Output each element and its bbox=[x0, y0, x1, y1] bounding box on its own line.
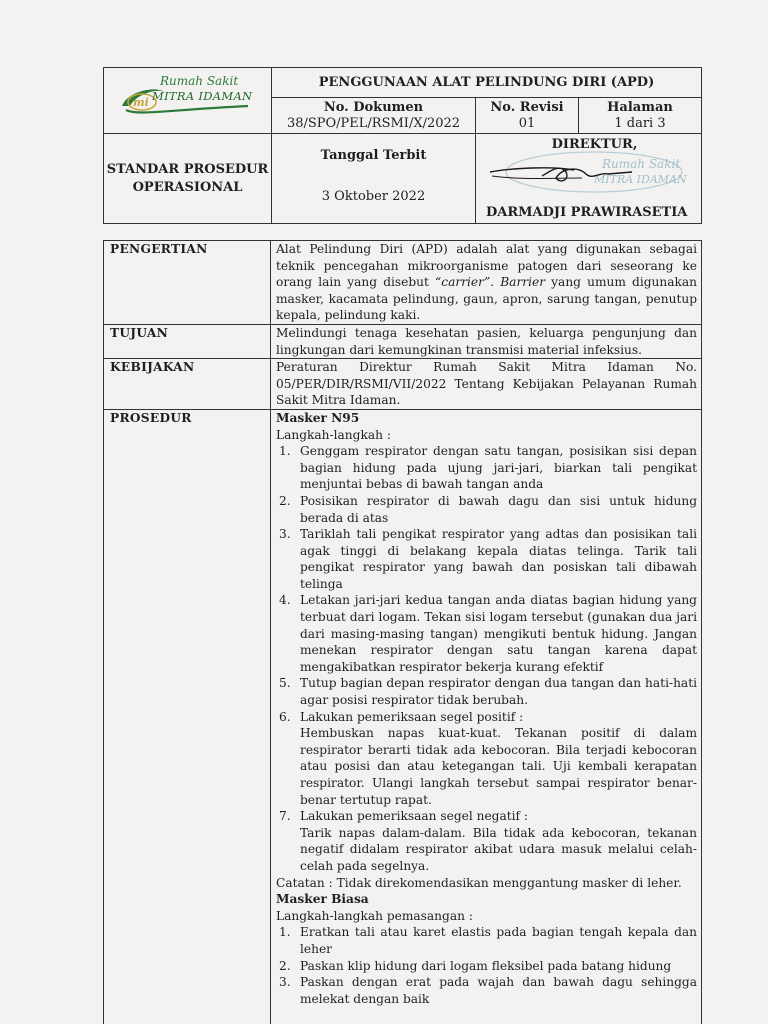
svg-text:Rumah Sakit: Rumah Sakit bbox=[602, 157, 681, 171]
director-title: DIREKTUR, bbox=[551, 137, 638, 152]
sop-label-line1: STANDAR PROSEDUR bbox=[106, 161, 269, 177]
revision-cell bbox=[476, 98, 579, 134]
masker-biasa-intro: Langkah-langkah pemasangan : bbox=[276, 908, 473, 923]
svg-text:MITRA IDAMAN: MITRA IDAMAN bbox=[594, 173, 687, 186]
page-value: 1 dari 3 bbox=[614, 116, 666, 131]
revision-label: No. Revisi bbox=[490, 100, 564, 115]
page-cell bbox=[579, 98, 702, 134]
logo-line1: Rumah Sakit bbox=[160, 74, 239, 88]
list-item: 6. Lakukan pemeriksaan segel positif : Hembuskan napas kuat-kuat. Tekanan positif di dalam respirator berarti tidak ada kebocoran. Bila terjadi kebocoran atau posisi dan atau ketegangan tali. Uji kembali kerapatan respirator. Ulangi langkah tersebut sampai respirator benar-benar tertutup rapat. bbox=[279, 709, 697, 807]
doc-number-cell bbox=[272, 98, 476, 134]
logo-cell bbox=[104, 68, 272, 134]
n95-intro: Langkah-langkah : bbox=[276, 427, 391, 442]
section-content-prosedur bbox=[271, 409, 702, 1024]
section-label-prosedur: PROSEDUR bbox=[104, 409, 271, 1024]
sop-label-cell bbox=[104, 134, 272, 224]
list-item: 7. Lakukan pemeriksaan segel negatif : Tarik napas dalam-dalam. Bila tidak ada kebocoran, tekanan negatif didalam respirator akibat udara masuk melalui celah-celah pada segelnya. bbox=[279, 809, 697, 873]
list-item: 2. Paskan klip hidung dari logam fleksibel pada batang hidung bbox=[279, 958, 672, 973]
masker-biasa-steps-list bbox=[276, 924, 697, 1007]
list-item: 1. Eratkan tali atau karet elastis pada bagian tengah kepala dan leher bbox=[279, 925, 697, 956]
sop-header-table bbox=[103, 67, 702, 224]
table-row bbox=[104, 359, 702, 410]
issue-date-label: Tanggal Terbit bbox=[320, 148, 427, 163]
n95-heading: Masker N95 bbox=[276, 410, 360, 425]
step6-detail: Hembuskan napas kuat-kuat. Tekanan positif di dalam respirator berarti tidak ada kebocoran. Bila terjadi kebocoran atau posisi dan atau ketegangan tali. Uji kembali kerapatan respirator. Ulangi langkah tersebut sampai respirator benar-benar tertutup rapat. bbox=[300, 726, 697, 807]
table-row bbox=[104, 241, 702, 325]
issue-date-value: 3 Oktober 2022 bbox=[321, 189, 426, 204]
signature-stamp-icon bbox=[482, 150, 687, 202]
note-text: Catatan : Tidak direkomendasikan menggantung masker di leher. bbox=[276, 875, 682, 890]
sop-label-line2: OPERASIONAL bbox=[132, 179, 243, 195]
section-label-pengertian: PENGERTIAN bbox=[104, 241, 271, 325]
section-label-kebijakan: KEBIJAKAN bbox=[104, 359, 271, 410]
revision-value: 01 bbox=[518, 116, 536, 131]
step7-detail: Tarik napas dalam-dalam. Bila tidak ada kebocoran, tekanan negatif didalam respirator akibat udara masuk melalui celah-celah pada segelnya. bbox=[300, 825, 697, 873]
page-label: Halaman bbox=[607, 100, 673, 115]
document-title: PENGGUNAAN ALAT PELINDUNG DIRI (APD) bbox=[272, 68, 702, 98]
doc-number-value: 38/SPO/PEL/RSMI/X/2022 bbox=[286, 116, 461, 131]
list-item: 3. Tariklah tali pengikat respirator yang adtas dan posisikan tali agak tinggi di belakang kepala diatas telinga. Tarik tali pengikat respirator yang bawah dan posiskan tali dibawah telinga bbox=[279, 527, 697, 591]
director-cell bbox=[476, 134, 702, 224]
masker-biasa-heading: Masker Biasa bbox=[276, 892, 369, 907]
logo-line2: MITRA IDAMAN bbox=[152, 89, 253, 103]
table-row bbox=[104, 409, 702, 1024]
list-item: 4. Letakan jari-jari kedua tangan anda diatas bagian hidung yang terbuat dari logam. Tekan sisi logam tersebut (gunakan dua jari dari masing-masing tangan) mengikuti bentuk hidung. Jangan menekan respirator dengan satu tangan karena dapat mengakibatkan respirator bekerja kurang efektif bbox=[279, 593, 697, 674]
list-item: 2. Posisikan respirator di bawah dagu dan sisi untuk hidung berada di atas bbox=[279, 493, 697, 525]
list-item: 5. Tutup bagian depan respirator dengan dua tangan dan hati-hati agar posisi respirator tidak berubah. bbox=[279, 676, 697, 708]
section-content-tujuan: Melindungi tenaga kesehatan pasien, keluarga pengunjung dan lingkungan dari kemungkinan transmisi material infeksius. bbox=[271, 324, 702, 358]
sop-content-table bbox=[103, 240, 702, 1024]
n95-steps-list bbox=[276, 443, 697, 874]
director-name: DARMADJI PRAWIRASETIA bbox=[486, 205, 688, 220]
list-item: 1. Genggam respirator dengan satu tangan, posisikan sisi depan bagian hidung pada ujung jari-jari, biarkan tali pengikat menjuntai bebas di bawah tangan anda bbox=[279, 444, 697, 492]
section-content-kebijakan: Peraturan Direktur Rumah Sakit Mitra Idaman No. 05/PER/DIR/RSMI/VII/2022 Tentang Kebijakan Pelayanan Rumah Sakit Mitra Idaman. bbox=[271, 359, 702, 410]
doc-number-label: No. Dokumen bbox=[323, 100, 424, 115]
section-label-tujuan: TUJUAN bbox=[104, 324, 271, 358]
list-item: 3. Paskan dengan erat pada wajah dan bawah dagu sehingga melekat dengan baik bbox=[279, 975, 697, 1006]
svg-text:mi: mi bbox=[133, 96, 149, 109]
section-content-pengertian: Alat Pelindung Diri (APD) adalah alat yang digunakan sebagai teknik pencegahan mikroorganisme patogen dari seseorang ke orang lain yang disebut “carrier”. Barrier yang umum digunakan masker, kacamata pelindung, gaun, apron, sarung tangan, penutup kepala, pelindung kaki. bbox=[271, 241, 702, 325]
issue-date-cell bbox=[272, 134, 476, 224]
table-row bbox=[104, 324, 702, 358]
